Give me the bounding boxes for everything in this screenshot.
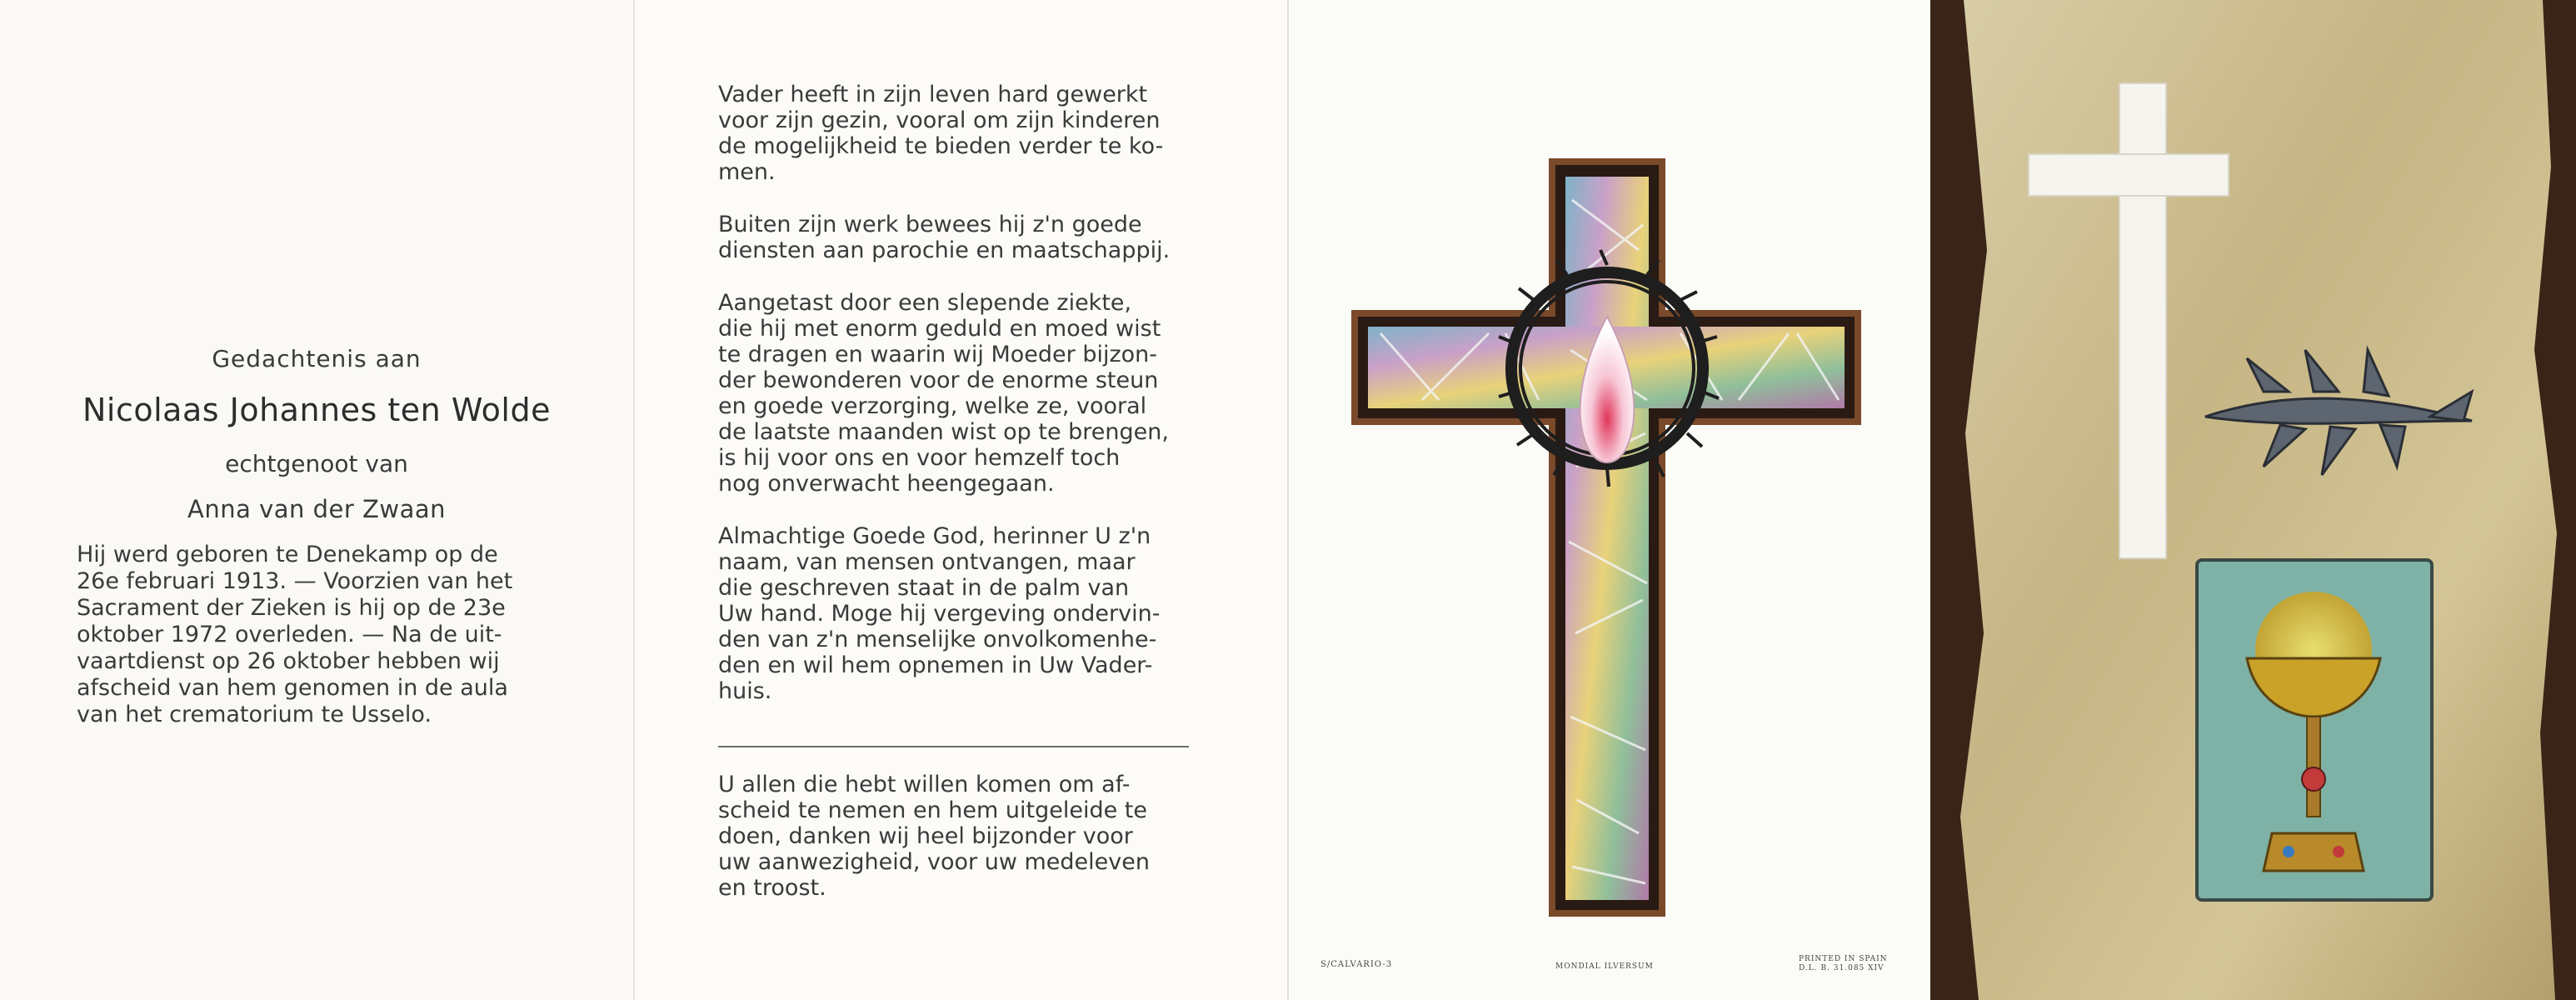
text-line: en goede verzorging, welke ze, vooral xyxy=(718,393,1147,419)
text-line: de mogelijkheid te bieden verder te ko- xyxy=(718,133,1164,159)
memorial-left-panel xyxy=(0,0,633,1000)
text-line: naam, van mensen ontvangen, maar xyxy=(718,549,1136,575)
stained-glass-cross-illustration xyxy=(1289,0,1932,1000)
divider-line xyxy=(718,746,1189,748)
text-line: den en wil hem opnemen in Uw Vader- xyxy=(718,652,1153,678)
text-line: en troost. xyxy=(718,875,826,901)
bio-line: vaartdienst op 26 oktober hebben wij xyxy=(77,648,500,674)
biography xyxy=(77,542,543,728)
memorial-text-panel xyxy=(633,0,1287,1000)
paragraph-illness xyxy=(718,290,1189,497)
text-line: Uw hand. Moge hij vergeving ondervin- xyxy=(718,601,1161,627)
paragraph-work xyxy=(718,82,1189,185)
text-line: doen, danken wij heel bijzonder voor xyxy=(718,823,1133,849)
print-country: PRINTED IN SPAIN xyxy=(1799,955,1888,963)
deceased-name: Nicolaas Johannes ten Wolde xyxy=(82,392,551,428)
paragraph-thanks xyxy=(718,772,1189,901)
spouse-label: echtgenoot van xyxy=(225,450,408,478)
text-line: die hij met enorm geduld en moed wist xyxy=(718,316,1161,342)
text-line: Aangetast door een slepende ziekte, xyxy=(718,290,1132,316)
bio-line: afscheid van hem genomen in de aula xyxy=(77,675,508,701)
text-line: diensten aan parochie en maatschappij. xyxy=(718,238,1171,263)
spouse-name: Anna van der Zwaan xyxy=(187,495,447,523)
print-legal-deposit: D.L. B. 31.085 XIV xyxy=(1799,964,1885,972)
bio-line: 26e februari 1913. — Voorzien van het xyxy=(77,568,513,594)
chalice-icon xyxy=(2197,560,2432,900)
text-line: men. xyxy=(718,159,776,185)
catalog-code: S/CALVARIO-3 xyxy=(1320,960,1393,969)
text-line: de laatste maanden wist op te brengen, xyxy=(718,419,1169,445)
text-line: te dragen en waarin wij Moeder bijzon- xyxy=(718,342,1158,368)
text-line: Buiten zijn werk bewees hij z'n goede xyxy=(718,212,1142,238)
text-line: Vader heeft in zijn leven hard gewerkt xyxy=(718,82,1148,108)
front-cover-panel xyxy=(1930,0,2576,1000)
paragraph-prayer xyxy=(718,523,1189,704)
print-info xyxy=(1799,955,1888,973)
text-line: die geschreven staat in de palm van xyxy=(718,575,1130,601)
cross-image-panel xyxy=(1287,0,1930,1000)
text-line: is hij voor ons en voor hemzelf toch xyxy=(718,445,1121,471)
text-line: nog onverwacht heengegaan. xyxy=(718,471,1055,497)
paragraph-services xyxy=(718,212,1189,263)
text-line: der bewonderen voor de enorme steun xyxy=(718,368,1159,393)
text-line: uw aanwezigheid, voor uw medeleven xyxy=(718,849,1150,875)
text-line: den van z'n menselijke onvolkomenhe- xyxy=(718,627,1157,652)
bio-line: van het crematorium te Usselo. xyxy=(77,702,432,728)
memorial-heading: Gedachtenis aan xyxy=(212,345,422,372)
text-line: huis. xyxy=(718,678,772,704)
bio-line: Hij werd geboren te Denekamp op de xyxy=(77,542,498,568)
text-line: U allen die hebt willen komen om af- xyxy=(718,772,1131,798)
text-line: voor zijn gezin, vooral om zijn kinderen xyxy=(718,108,1161,133)
text-line: scheid te nemen en hem uitgeleide te xyxy=(718,798,1147,823)
bio-line: Sacrament der Zieken is hij op de 23e xyxy=(77,595,506,621)
text-line: Almachtige Goede God, herinner U z'n xyxy=(718,523,1151,549)
bio-line: oktober 1972 overleden. — Na de uit- xyxy=(77,622,502,648)
publisher-imprint: MONDIAL ILVERSUM xyxy=(1555,962,1654,971)
stone-cover-illustration xyxy=(1930,0,2576,1000)
